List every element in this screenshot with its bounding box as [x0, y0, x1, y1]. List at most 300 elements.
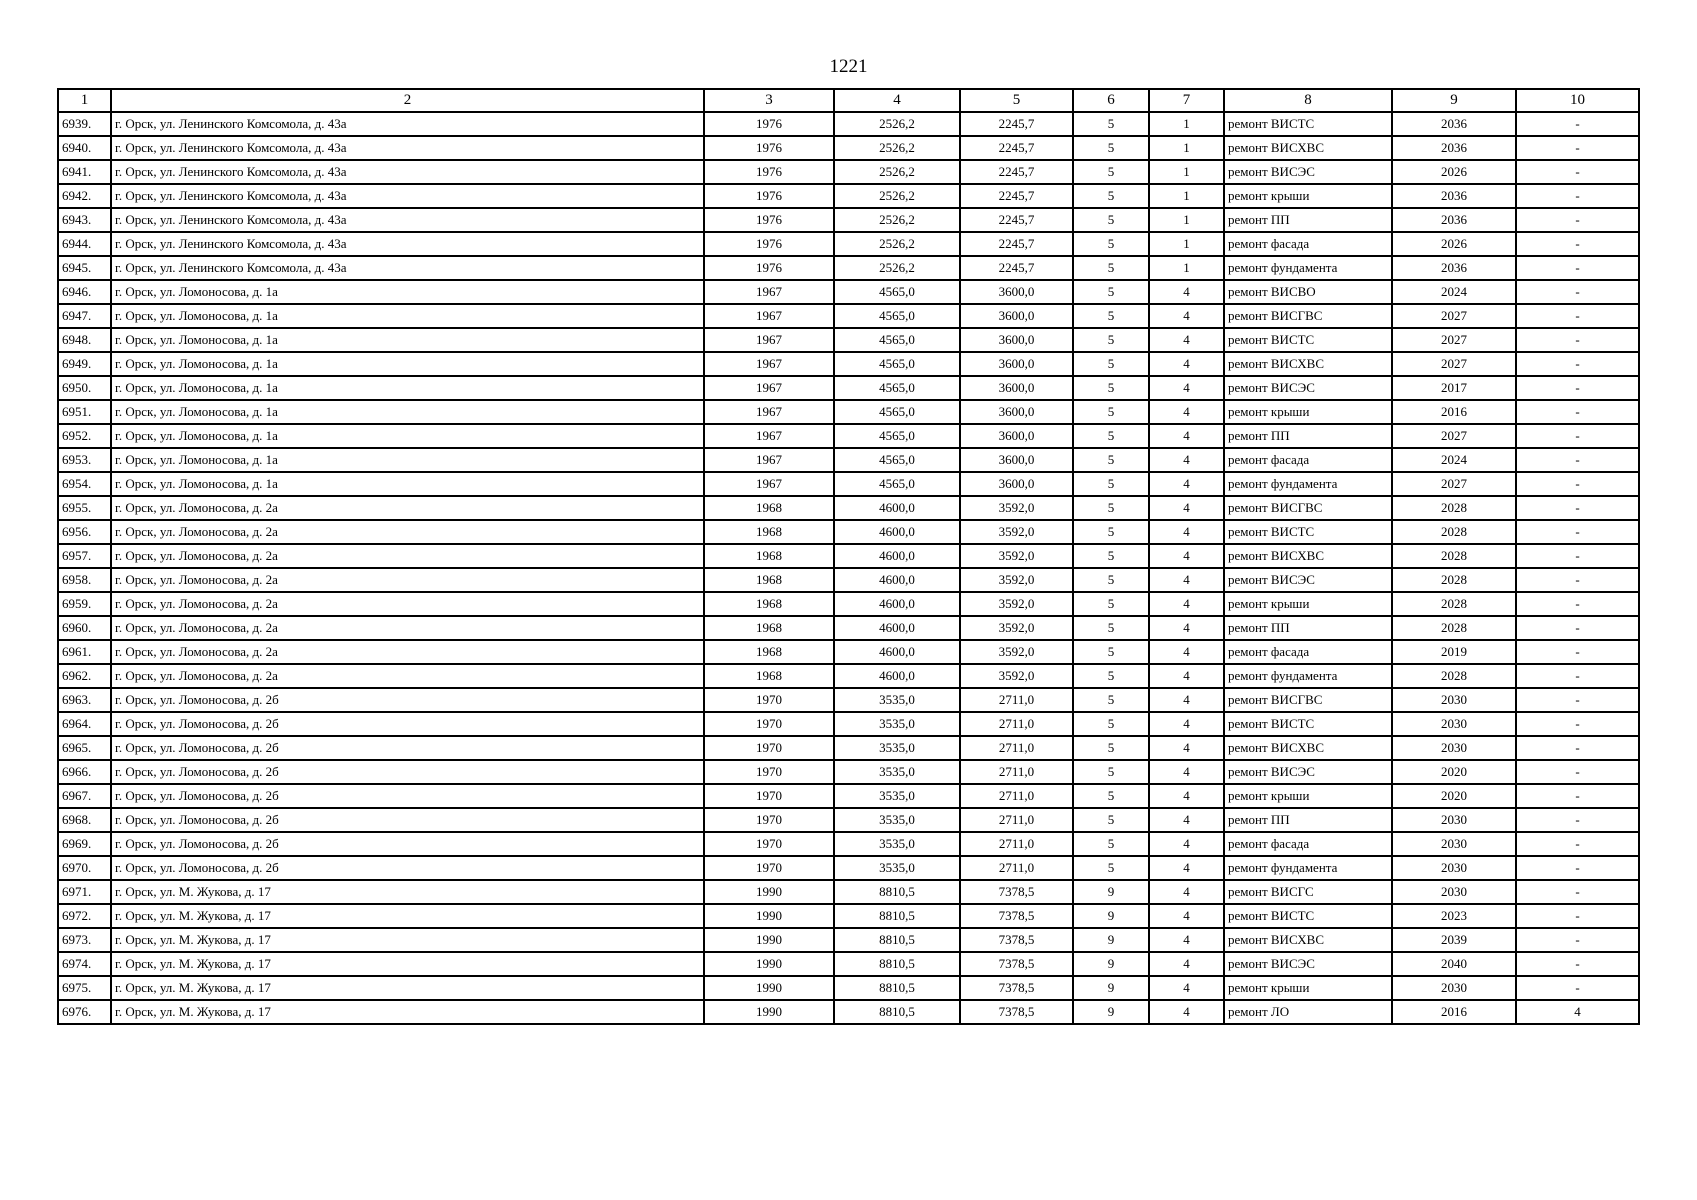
table-row	[58, 304, 1639, 328]
cell-floors: 5	[1073, 568, 1149, 592]
cell-floors: 5	[1073, 616, 1149, 640]
table-row	[58, 952, 1639, 976]
cell-floors: 5	[1073, 664, 1149, 688]
cell-work-type: ремонт ВИСХВС	[1224, 544, 1392, 568]
cell-plan-year: 2028	[1392, 496, 1516, 520]
table-row	[58, 616, 1639, 640]
cell-column-10-value: -	[1516, 592, 1639, 616]
cell-plan-year: 2028	[1392, 568, 1516, 592]
cell-address: г. Орск, ул. Ленинского Комсомола, д. 43а	[111, 160, 704, 184]
cell-living-area: 2245,7	[960, 112, 1073, 136]
cell-entrances: 1	[1149, 232, 1224, 256]
cell-column-10-value: -	[1516, 904, 1639, 928]
cell-row-number: 6974.	[58, 952, 111, 976]
cell-column-10-value: -	[1516, 664, 1639, 688]
cell-entrances: 4	[1149, 472, 1224, 496]
cell-row-number: 6972.	[58, 904, 111, 928]
cell-living-area: 7378,5	[960, 976, 1073, 1000]
cell-column-10-value: -	[1516, 976, 1639, 1000]
cell-build-year: 1976	[704, 232, 834, 256]
cell-build-year: 1968	[704, 592, 834, 616]
cell-address: г. Орск, ул. Ломоносова, д. 2б	[111, 784, 704, 808]
cell-entrances: 4	[1149, 400, 1224, 424]
cell-address: г. Орск, ул. Ломоносова, д. 1а	[111, 304, 704, 328]
cell-build-year: 1970	[704, 832, 834, 856]
cell-work-type: ремонт ВИСЭС	[1224, 952, 1392, 976]
cell-work-type: ремонт фундамента	[1224, 856, 1392, 880]
cell-total-area: 3535,0	[834, 808, 960, 832]
cell-address: г. Орск, ул. Ломоносова, д. 2а	[111, 496, 704, 520]
cell-work-type: ремонт ВИСГС	[1224, 880, 1392, 904]
cell-floors: 9	[1073, 1000, 1149, 1024]
cell-plan-year: 2030	[1392, 688, 1516, 712]
cell-plan-year: 2027	[1392, 352, 1516, 376]
cell-living-area: 2711,0	[960, 688, 1073, 712]
cell-plan-year: 2036	[1392, 256, 1516, 280]
cell-address: г. Орск, ул. М. Жукова, д. 17	[111, 1000, 704, 1024]
cell-living-area: 2711,0	[960, 736, 1073, 760]
cell-total-area: 4565,0	[834, 400, 960, 424]
cell-entrances: 4	[1149, 544, 1224, 568]
cell-address: г. Орск, ул. Ломоносова, д. 2а	[111, 568, 704, 592]
cell-column-10-value: -	[1516, 784, 1639, 808]
cell-total-area: 4600,0	[834, 520, 960, 544]
cell-floors: 5	[1073, 352, 1149, 376]
cell-build-year: 1990	[704, 1000, 834, 1024]
cell-plan-year: 2027	[1392, 424, 1516, 448]
cell-address: г. Орск, ул. М. Жукова, д. 17	[111, 952, 704, 976]
cell-floors: 5	[1073, 424, 1149, 448]
cell-address: г. Орск, ул. М. Жукова, д. 17	[111, 928, 704, 952]
cell-column-10-value: -	[1516, 304, 1639, 328]
column-number-header-row	[58, 89, 1639, 112]
cell-plan-year: 2030	[1392, 976, 1516, 1000]
table-row	[58, 976, 1639, 1000]
table-row	[58, 904, 1639, 928]
cell-address: г. Орск, ул. Ломоносова, д. 1а	[111, 328, 704, 352]
cell-row-number: 6967.	[58, 784, 111, 808]
cell-entrances: 4	[1149, 352, 1224, 376]
column-header-1: 1	[58, 89, 111, 112]
cell-work-type: ремонт ВИСЭС	[1224, 160, 1392, 184]
cell-total-area: 8810,5	[834, 880, 960, 904]
cell-row-number: 6975.	[58, 976, 111, 1000]
cell-plan-year: 2026	[1392, 160, 1516, 184]
table-row	[58, 568, 1639, 592]
cell-total-area: 4565,0	[834, 376, 960, 400]
cell-row-number: 6963.	[58, 688, 111, 712]
cell-address: г. Орск, ул. Ломоносова, д. 1а	[111, 376, 704, 400]
cell-floors: 5	[1073, 136, 1149, 160]
cell-entrances: 4	[1149, 808, 1224, 832]
cell-address: г. Орск, ул. Ломоносова, д. 1а	[111, 352, 704, 376]
cell-build-year: 1967	[704, 352, 834, 376]
cell-plan-year: 2027	[1392, 328, 1516, 352]
cell-plan-year: 2020	[1392, 760, 1516, 784]
table-row	[58, 232, 1639, 256]
cell-floors: 5	[1073, 208, 1149, 232]
cell-entrances: 1	[1149, 208, 1224, 232]
cell-total-area: 4565,0	[834, 352, 960, 376]
cell-build-year: 1968	[704, 496, 834, 520]
cell-living-area: 2711,0	[960, 856, 1073, 880]
cell-living-area: 3592,0	[960, 544, 1073, 568]
cell-floors: 5	[1073, 520, 1149, 544]
cell-plan-year: 2016	[1392, 400, 1516, 424]
cell-living-area: 2245,7	[960, 160, 1073, 184]
cell-entrances: 1	[1149, 136, 1224, 160]
table-row	[58, 544, 1639, 568]
cell-address: г. Орск, ул. Ленинского Комсомола, д. 43а	[111, 208, 704, 232]
cell-plan-year: 2030	[1392, 712, 1516, 736]
cell-column-10-value: -	[1516, 232, 1639, 256]
cell-address: г. Орск, ул. Ломоносова, д. 2а	[111, 592, 704, 616]
cell-floors: 5	[1073, 112, 1149, 136]
cell-address: г. Орск, ул. Ломоносова, д. 2а	[111, 616, 704, 640]
cell-entrances: 4	[1149, 520, 1224, 544]
table-row	[58, 376, 1639, 400]
cell-build-year: 1967	[704, 280, 834, 304]
cell-column-10-value: -	[1516, 952, 1639, 976]
cell-address: г. Орск, ул. Ломоносова, д. 2б	[111, 832, 704, 856]
cell-living-area: 3600,0	[960, 424, 1073, 448]
cell-plan-year: 2036	[1392, 112, 1516, 136]
cell-column-10-value: -	[1516, 808, 1639, 832]
cell-floors: 5	[1073, 232, 1149, 256]
cell-build-year: 1990	[704, 952, 834, 976]
cell-total-area: 3535,0	[834, 736, 960, 760]
cell-entrances: 4	[1149, 448, 1224, 472]
cell-build-year: 1968	[704, 520, 834, 544]
cell-total-area: 8810,5	[834, 1000, 960, 1024]
cell-total-area: 3535,0	[834, 688, 960, 712]
cell-column-10-value: -	[1516, 520, 1639, 544]
cell-column-10-value: -	[1516, 640, 1639, 664]
cell-work-type: ремонт ВИСВО	[1224, 280, 1392, 304]
cell-row-number: 6941.	[58, 160, 111, 184]
cell-entrances: 4	[1149, 880, 1224, 904]
column-header-6: 6	[1073, 89, 1149, 112]
cell-address: г. Орск, ул. Ломоносова, д. 2а	[111, 520, 704, 544]
cell-address: г. Орск, ул. Ломоносова, д. 1а	[111, 472, 704, 496]
cell-work-type: ремонт ВИСЭС	[1224, 376, 1392, 400]
cell-address: г. Орск, ул. Ленинского Комсомола, д. 43а	[111, 184, 704, 208]
cell-address: г. Орск, ул. Ломоносова, д. 2б	[111, 808, 704, 832]
table-row	[58, 520, 1639, 544]
table-row	[58, 160, 1639, 184]
cell-work-type: ремонт фасада	[1224, 832, 1392, 856]
cell-build-year: 1976	[704, 256, 834, 280]
cell-column-10-value: -	[1516, 760, 1639, 784]
cell-address: г. Орск, ул. Ломоносова, д. 2б	[111, 760, 704, 784]
table-row	[58, 592, 1639, 616]
cell-row-number: 6964.	[58, 712, 111, 736]
cell-total-area: 2526,2	[834, 136, 960, 160]
cell-row-number: 6959.	[58, 592, 111, 616]
table-row	[58, 496, 1639, 520]
cell-build-year: 1968	[704, 616, 834, 640]
cell-build-year: 1976	[704, 184, 834, 208]
cell-build-year: 1990	[704, 928, 834, 952]
cell-plan-year: 2023	[1392, 904, 1516, 928]
cell-plan-year: 2036	[1392, 208, 1516, 232]
cell-column-10-value: -	[1516, 160, 1639, 184]
cell-entrances: 4	[1149, 928, 1224, 952]
table-row	[58, 880, 1639, 904]
cell-floors: 5	[1073, 256, 1149, 280]
cell-build-year: 1967	[704, 448, 834, 472]
cell-living-area: 2245,7	[960, 136, 1073, 160]
cell-total-area: 2526,2	[834, 208, 960, 232]
cell-plan-year: 2020	[1392, 784, 1516, 808]
cell-living-area: 7378,5	[960, 928, 1073, 952]
cell-row-number: 6942.	[58, 184, 111, 208]
cell-row-number: 6969.	[58, 832, 111, 856]
cell-entrances: 4	[1149, 592, 1224, 616]
cell-living-area: 7378,5	[960, 880, 1073, 904]
cell-column-10-value: -	[1516, 352, 1639, 376]
cell-total-area: 4600,0	[834, 568, 960, 592]
cell-work-type: ремонт ПП	[1224, 616, 1392, 640]
cell-row-number: 6968.	[58, 808, 111, 832]
cell-work-type: ремонт фасада	[1224, 232, 1392, 256]
cell-living-area: 3600,0	[960, 304, 1073, 328]
cell-living-area: 2711,0	[960, 832, 1073, 856]
cell-address: г. Орск, ул. Ломоносова, д. 2б	[111, 736, 704, 760]
table-row	[58, 472, 1639, 496]
cell-entrances: 4	[1149, 784, 1224, 808]
cell-column-10-value: -	[1516, 736, 1639, 760]
cell-plan-year: 2017	[1392, 376, 1516, 400]
cell-floors: 5	[1073, 760, 1149, 784]
cell-total-area: 2526,2	[834, 184, 960, 208]
table-row	[58, 664, 1639, 688]
cell-floors: 5	[1073, 544, 1149, 568]
cell-column-10-value: -	[1516, 136, 1639, 160]
cell-work-type: ремонт фасада	[1224, 640, 1392, 664]
cell-plan-year: 2039	[1392, 928, 1516, 952]
cell-work-type: ремонт ВИСТС	[1224, 904, 1392, 928]
cell-column-10-value: -	[1516, 712, 1639, 736]
table-row	[58, 784, 1639, 808]
cell-address: г. Орск, ул. Ленинского Комсомола, д. 43а	[111, 136, 704, 160]
cell-column-10-value: -	[1516, 496, 1639, 520]
cell-address: г. Орск, ул. М. Жукова, д. 17	[111, 976, 704, 1000]
cell-total-area: 8810,5	[834, 976, 960, 1000]
cell-floors: 5	[1073, 472, 1149, 496]
cell-work-type: ремонт крыши	[1224, 400, 1392, 424]
cell-living-area: 2245,7	[960, 208, 1073, 232]
cell-plan-year: 2028	[1392, 664, 1516, 688]
cell-row-number: 6965.	[58, 736, 111, 760]
cell-column-10-value: -	[1516, 424, 1639, 448]
cell-row-number: 6952.	[58, 424, 111, 448]
cell-row-number: 6944.	[58, 232, 111, 256]
cell-plan-year: 2028	[1392, 616, 1516, 640]
cell-work-type: ремонт крыши	[1224, 976, 1392, 1000]
cell-plan-year: 2030	[1392, 736, 1516, 760]
cell-build-year: 1968	[704, 640, 834, 664]
cell-plan-year: 2028	[1392, 520, 1516, 544]
cell-floors: 5	[1073, 640, 1149, 664]
cell-row-number: 6940.	[58, 136, 111, 160]
cell-plan-year: 2040	[1392, 952, 1516, 976]
cell-work-type: ремонт ВИСТС	[1224, 520, 1392, 544]
table-row	[58, 136, 1639, 160]
cell-plan-year: 2027	[1392, 304, 1516, 328]
cell-build-year: 1967	[704, 304, 834, 328]
cell-floors: 5	[1073, 808, 1149, 832]
cell-living-area: 3592,0	[960, 592, 1073, 616]
cell-work-type: ремонт ВИСТС	[1224, 328, 1392, 352]
cell-address: г. Орск, ул. Ломоносова, д. 2б	[111, 856, 704, 880]
cell-row-number: 6956.	[58, 520, 111, 544]
cell-total-area: 4565,0	[834, 280, 960, 304]
cell-floors: 5	[1073, 784, 1149, 808]
cell-living-area: 2245,7	[960, 184, 1073, 208]
cell-floors: 5	[1073, 856, 1149, 880]
cell-row-number: 6939.	[58, 112, 111, 136]
cell-build-year: 1968	[704, 568, 834, 592]
cell-address: г. Орск, ул. М. Жукова, д. 17	[111, 904, 704, 928]
cell-column-10-value: -	[1516, 928, 1639, 952]
table-row	[58, 712, 1639, 736]
table-row	[58, 640, 1639, 664]
cell-entrances: 4	[1149, 280, 1224, 304]
cell-floors: 5	[1073, 496, 1149, 520]
cell-work-type: ремонт ВИСЭС	[1224, 760, 1392, 784]
cell-plan-year: 2036	[1392, 136, 1516, 160]
cell-build-year: 1970	[704, 712, 834, 736]
cell-total-area: 8810,5	[834, 904, 960, 928]
cell-build-year: 1970	[704, 760, 834, 784]
cell-entrances: 4	[1149, 760, 1224, 784]
repair-schedule-table	[57, 88, 1640, 1025]
table-row	[58, 184, 1639, 208]
cell-build-year: 1970	[704, 856, 834, 880]
cell-floors: 5	[1073, 448, 1149, 472]
cell-build-year: 1976	[704, 208, 834, 232]
table-row	[58, 808, 1639, 832]
page-number: 1221	[829, 56, 868, 77]
cell-total-area: 2526,2	[834, 256, 960, 280]
cell-work-type: ремонт ВИСХВС	[1224, 352, 1392, 376]
cell-work-type: ремонт ПП	[1224, 424, 1392, 448]
table-row	[58, 328, 1639, 352]
table-row	[58, 832, 1639, 856]
cell-total-area: 4565,0	[834, 424, 960, 448]
column-header-9: 9	[1392, 89, 1516, 112]
cell-row-number: 6948.	[58, 328, 111, 352]
cell-row-number: 6958.	[58, 568, 111, 592]
cell-column-10-value: -	[1516, 616, 1639, 640]
cell-build-year: 1970	[704, 688, 834, 712]
cell-row-number: 6957.	[58, 544, 111, 568]
cell-row-number: 6960.	[58, 616, 111, 640]
cell-row-number: 6950.	[58, 376, 111, 400]
cell-column-10-value: -	[1516, 208, 1639, 232]
cell-living-area: 3600,0	[960, 400, 1073, 424]
cell-total-area: 3535,0	[834, 760, 960, 784]
cell-work-type: ремонт ВИСЭС	[1224, 568, 1392, 592]
table-row	[58, 1000, 1639, 1024]
cell-total-area: 2526,2	[834, 112, 960, 136]
cell-column-10-value: -	[1516, 688, 1639, 712]
cell-address: г. Орск, ул. Ленинского Комсомола, д. 43а	[111, 232, 704, 256]
cell-work-type: ремонт крыши	[1224, 784, 1392, 808]
cell-row-number: 6943.	[58, 208, 111, 232]
cell-plan-year: 2016	[1392, 1000, 1516, 1024]
cell-column-10-value: -	[1516, 256, 1639, 280]
cell-build-year: 1990	[704, 904, 834, 928]
cell-entrances: 4	[1149, 904, 1224, 928]
cell-column-10-value: -	[1516, 832, 1639, 856]
cell-living-area: 3600,0	[960, 352, 1073, 376]
cell-work-type: ремонт крыши	[1224, 592, 1392, 616]
cell-entrances: 4	[1149, 496, 1224, 520]
cell-living-area: 3600,0	[960, 280, 1073, 304]
cell-build-year: 1967	[704, 376, 834, 400]
table-row	[58, 424, 1639, 448]
cell-living-area: 2711,0	[960, 760, 1073, 784]
cell-row-number: 6951.	[58, 400, 111, 424]
cell-floors: 9	[1073, 880, 1149, 904]
cell-build-year: 1968	[704, 664, 834, 688]
cell-work-type: ремонт ВИСХВС	[1224, 928, 1392, 952]
cell-floors: 5	[1073, 304, 1149, 328]
cell-column-10-value: -	[1516, 376, 1639, 400]
table-row	[58, 280, 1639, 304]
cell-entrances: 4	[1149, 1000, 1224, 1024]
cell-build-year: 1970	[704, 784, 834, 808]
cell-address: г. Орск, ул. Ломоносова, д. 2а	[111, 640, 704, 664]
cell-living-area: 3592,0	[960, 616, 1073, 640]
cell-total-area: 4600,0	[834, 664, 960, 688]
cell-build-year: 1976	[704, 160, 834, 184]
column-header-4: 4	[834, 89, 960, 112]
cell-work-type: ремонт ВИСГВС	[1224, 304, 1392, 328]
cell-total-area: 4600,0	[834, 616, 960, 640]
cell-floors: 5	[1073, 688, 1149, 712]
cell-entrances: 4	[1149, 976, 1224, 1000]
cell-work-type: ремонт фундамента	[1224, 664, 1392, 688]
cell-address: г. Орск, ул. Ломоносова, д. 2б	[111, 688, 704, 712]
column-header-8: 8	[1224, 89, 1392, 112]
cell-floors: 5	[1073, 184, 1149, 208]
cell-plan-year: 2030	[1392, 808, 1516, 832]
column-header-7: 7	[1149, 89, 1224, 112]
cell-plan-year: 2026	[1392, 232, 1516, 256]
cell-plan-year: 2036	[1392, 184, 1516, 208]
cell-column-10-value: -	[1516, 448, 1639, 472]
cell-entrances: 4	[1149, 424, 1224, 448]
cell-entrances: 4	[1149, 736, 1224, 760]
cell-row-number: 6962.	[58, 664, 111, 688]
cell-build-year: 1967	[704, 424, 834, 448]
cell-row-number: 6966.	[58, 760, 111, 784]
cell-address: г. Орск, ул. М. Жукова, д. 17	[111, 880, 704, 904]
cell-floors: 5	[1073, 712, 1149, 736]
cell-total-area: 3535,0	[834, 712, 960, 736]
cell-row-number: 6955.	[58, 496, 111, 520]
cell-build-year: 1967	[704, 328, 834, 352]
cell-plan-year: 2030	[1392, 856, 1516, 880]
cell-row-number: 6953.	[58, 448, 111, 472]
cell-plan-year: 2024	[1392, 280, 1516, 304]
table-row	[58, 736, 1639, 760]
table-row	[58, 112, 1639, 136]
cell-total-area: 4600,0	[834, 640, 960, 664]
